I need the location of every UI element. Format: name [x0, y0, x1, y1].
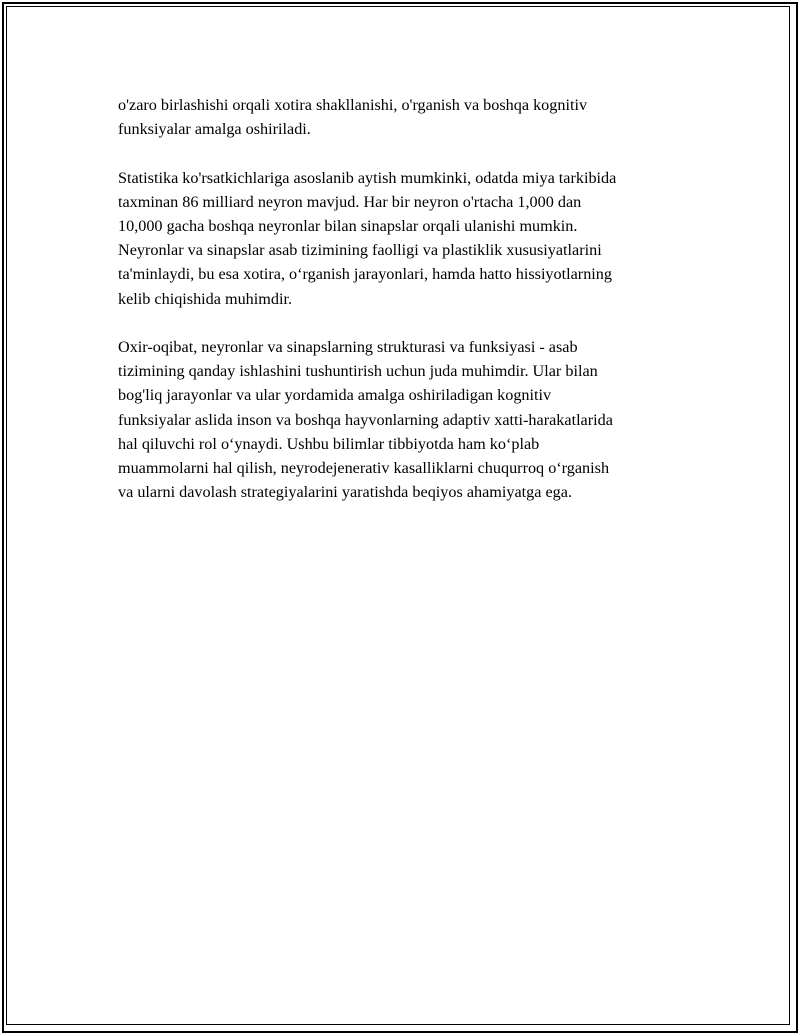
paragraph-memory-formation: o'zaro birlashishi orqali xotira shakllanishi, o'rganish va boshqa kognitiv funksiyalar amalga oshiriladi.	[118, 96, 588, 139]
paragraph-neuron-statistics: Statistika ko'rsatkichlariga asoslanib aytish mumkinki, odatda miya tarkibida taxminan 86 milliard neyron mavjud. Har bir neyron o'rtacha 1,000 dan 10,000 gacha boshqa neyronlar bilan sinapslar orqali ulanishi mumkin. Neyronlar va sinapslar asab tizimining faolligi va plastiklik xususiyatlarini ta'minlaydi, bu esa xotira, o‘rganish jarayonlari, hamda hatto hissiyotlarning kelib chiqishida muhimdir.	[118, 168, 617, 308]
document-body	[118, 93, 698, 529]
paragraph-conclusion: Oxir-oqibat, neyronlar va sinapslarning strukturasi va funksiyasi - asab tizimining qanday ishlashini tushuntirish uchun juda muhimdir. Ular bilan bog'liq jarayonlar va ular yordamida amalga oshiriladigan kognitiv funksiyalar aslida inson va boshqa hayvonlarning adaptiv xatti-harakatlarida hal qiluvchi rol o‘ynaydi. Ushbu bilimlar tibbiyotda ham ko‘plab muammolarni hal qilish, neyrodejenerativ kasalliklarni chuqurroq o‘rganish va ularni davolash strategiyalarini yaratishda beqiyos ahamiyatga ega.	[118, 338, 613, 502]
